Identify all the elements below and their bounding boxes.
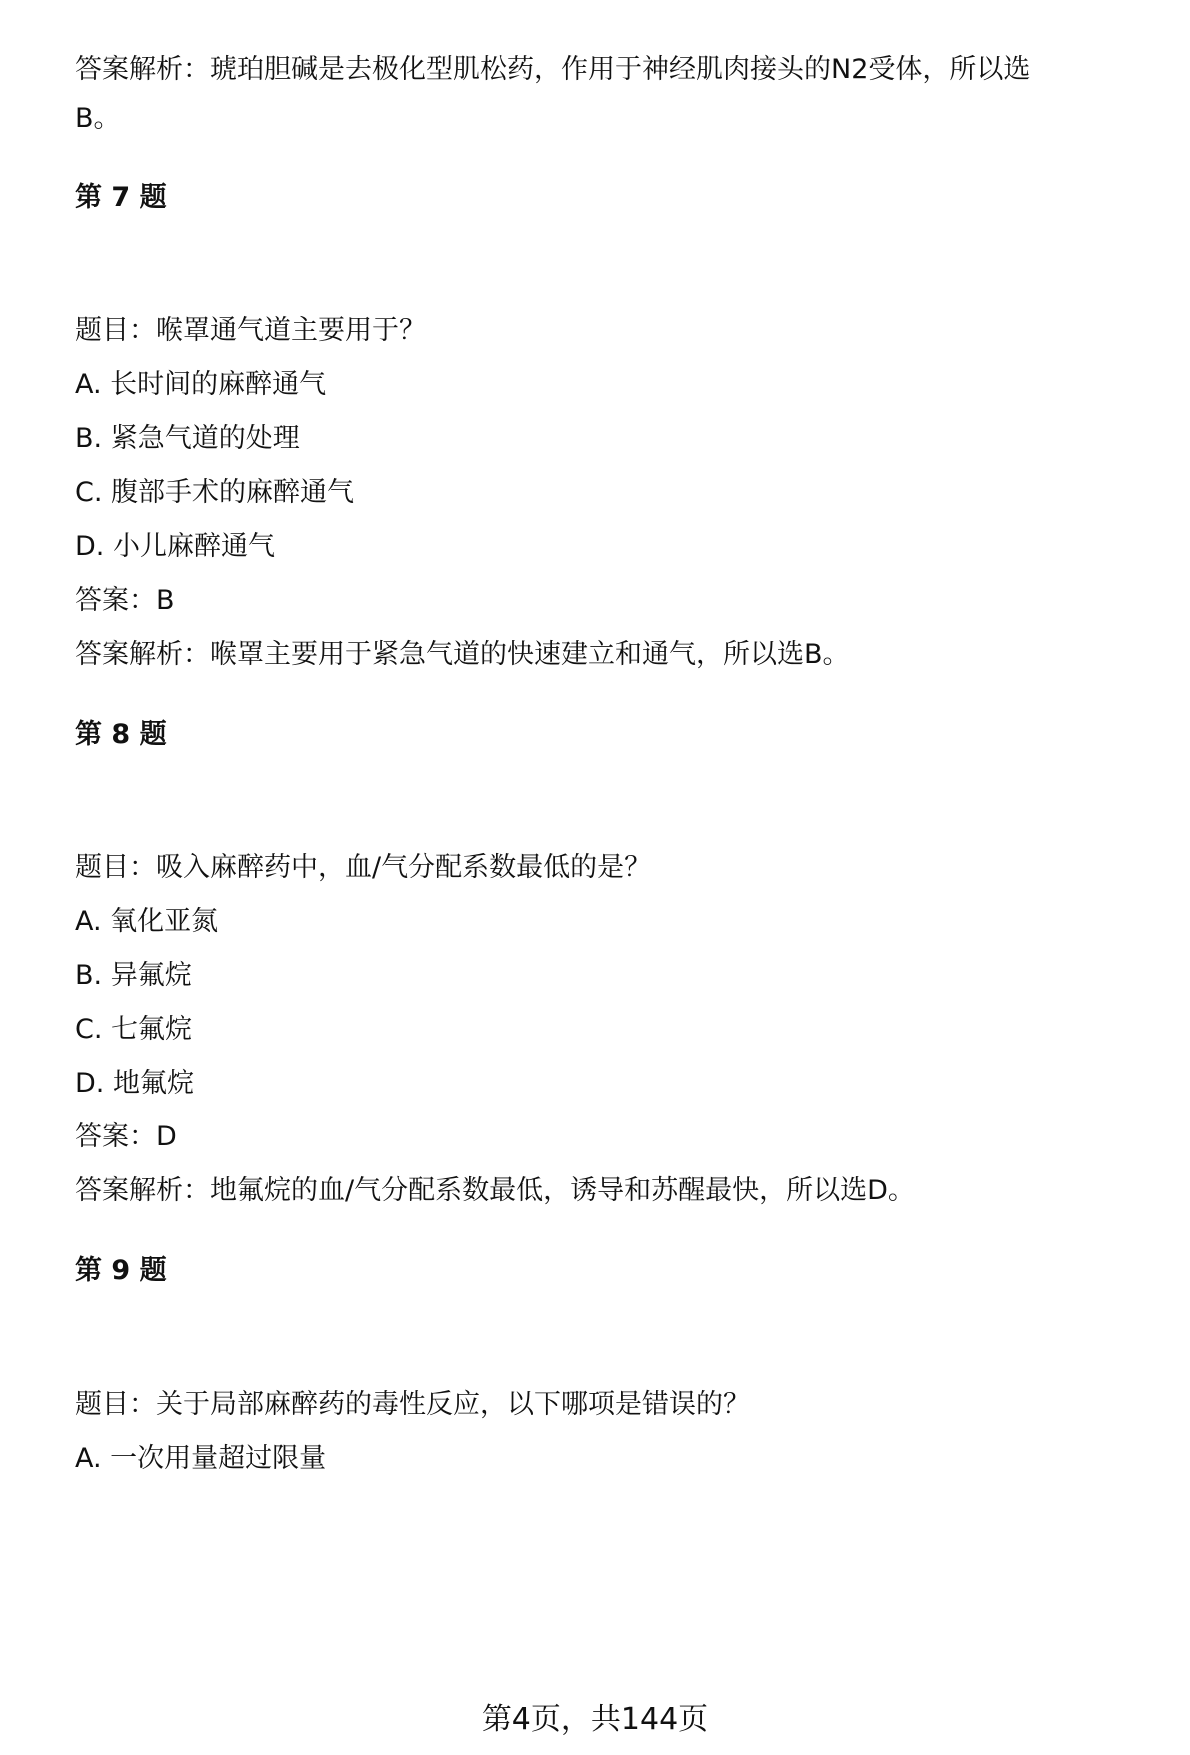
q8-explanation: 答案解析：地氟烷的血/气分配系数最低，诱导和苏醒最快，所以选D。 [75,1175,915,1206]
q7-option-d: D. 小儿麻醉通气 [75,531,275,562]
q7-answer: 答案：B [75,585,175,616]
q7-option-b: B. 紧急气道的处理 [75,423,300,454]
q7-option-c: C. 腹部手术的麻醉通气 [75,477,355,508]
q9-option-a: A. 一次用量超过限量 [75,1443,327,1474]
q8-option-b: B. 异氟烷 [75,960,192,991]
q8-option-a: A. 氧化亚氮 [75,906,219,937]
q7-explanation: 答案解析：喉罩主要用于紧急气道的快速建立和通气，所以选B。 [75,639,850,670]
q8-question: 题目：吸入麻醉药中，血/气分配系数最低的是？ [75,852,652,883]
q7-option-a: A. 长时间的麻醉通气 [75,369,327,400]
q8-answer: 答案：D [75,1121,177,1152]
q6-explanation-line1: 答案解析：琥珀胆碱是去极化型肌松药，作用于神经肌肉接头的N2受体，所以选 [75,54,1031,85]
q7-question: 题目：喉罩通气道主要用于？ [75,315,426,346]
q6-explanation-line2: B。 [75,103,121,134]
q8-option-d: D. 地氟烷 [75,1068,194,1099]
page-footer: 第4页，共144页 [481,1702,709,1737]
q9-heading: 第 9 题 [75,1255,167,1286]
q7-heading: 第 7 题 [75,182,167,213]
q9-question: 题目：关于局部麻醉药的毒性反应，以下哪项是错误的？ [75,1389,750,1420]
q8-heading: 第 8 题 [75,719,167,750]
q8-option-c: C. 七氟烷 [75,1014,193,1045]
